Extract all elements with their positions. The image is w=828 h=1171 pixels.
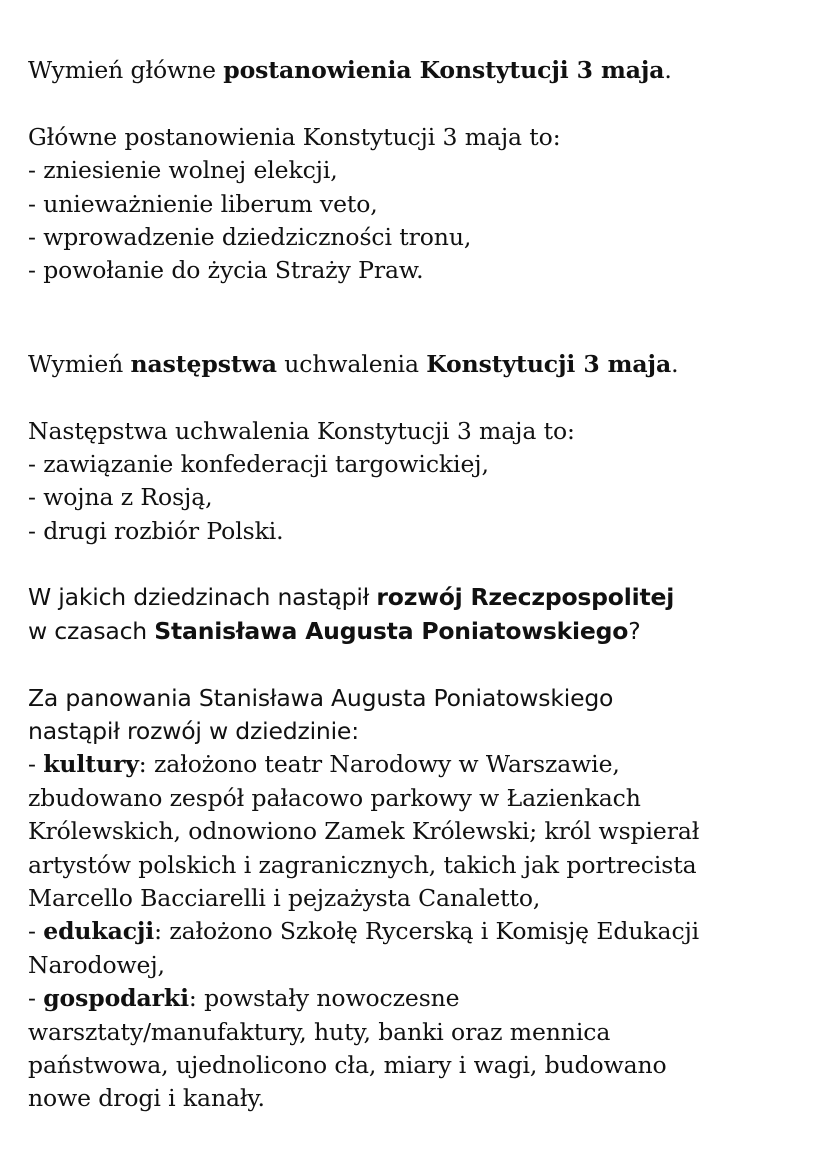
question-2-end: .: [671, 349, 679, 378]
education-text: : założono Szkołę Rycerską i Komisję Edukacji: [154, 917, 700, 946]
answer-2-item: - wojna z Rosją,: [28, 483, 213, 512]
question-1: [28, 54, 808, 87]
answer-1-item: - powołanie do życia Straży Praw.: [28, 256, 424, 285]
question-2-bold-1: następstwa: [130, 349, 277, 378]
question-1-text: Wymień główne: [28, 56, 224, 84]
answer-2-item: - zawiązanie konfederacji targowickiej,: [28, 449, 489, 478]
question-2-bold-2: Konstytucji 3 maja: [426, 349, 672, 378]
culture-item: [28, 748, 808, 781]
answer-3-intro: nastąpił rozwój w dziedzinie:: [28, 717, 359, 746]
education-text-line: Narodowej,: [28, 950, 165, 979]
question-3-bold-2: Stanisława Augusta Poniatowskiego: [154, 616, 629, 645]
question-3-text: W jakich dziedzinach nastąpił: [28, 583, 377, 612]
question-3-line-2: [28, 615, 808, 648]
education-label: edukacji: [43, 917, 155, 946]
question-1-bold: postanowienia Konstytucji 3 maja: [223, 56, 665, 84]
culture-text-line: zbudowano zespół pałacowo parkowy w Łazienkach: [28, 783, 641, 812]
culture-text: : założono teatr Narodowy w Warszawie,: [138, 750, 620, 779]
question-3-bold-1: rozwój Rzeczpospolitej: [376, 583, 675, 612]
economy-text-line: nowe drogi i kanały.: [28, 1084, 265, 1113]
answer-1-item: - unieważnienie liberum veto,: [28, 189, 378, 218]
question-3-line-1: [28, 581, 808, 614]
question-2: [28, 348, 808, 381]
culture-text-line: Marcello Bacciarelli i pejzażysta Canaletto,: [28, 883, 541, 912]
economy-text-line: państwowa, ujednolicono cła, miary i wagi, budowano: [28, 1050, 667, 1079]
economy-dash: -: [28, 984, 44, 1013]
answer-2-item: - drugi rozbiór Polski.: [28, 516, 284, 545]
education-dash: -: [28, 917, 44, 946]
economy-label: gospodarki: [43, 984, 189, 1013]
question-3-end: ?: [628, 616, 641, 645]
question-2-mid: uchwalenia: [276, 349, 427, 378]
answer-1-intro: Główne postanowienia Konstytucji 3 maja to:: [28, 122, 561, 151]
document-page: [28, 54, 808, 1116]
economy-text-line: warsztaty/manufaktury, huty, banki oraz mennica: [28, 1017, 611, 1046]
economy-item: [28, 982, 808, 1015]
answer-2-intro: Następstwa uchwalenia Konstytucji 3 maja to:: [28, 416, 575, 445]
question-2-text: Wymień: [28, 349, 131, 378]
question-1-end: .: [664, 56, 672, 84]
question-3-text: w czasach: [28, 616, 155, 645]
answer-1-item: - zniesienie wolnej elekcji,: [28, 156, 338, 185]
culture-text-line: Królewskich, odnowiono Zamek Królewski; król wspierał: [28, 817, 700, 846]
answer-3-intro: Za panowania Stanisława Augusta Poniatowskiego: [28, 683, 614, 712]
culture-text-line: artystów polskich i zagranicznych, takich jak portrecista: [28, 850, 697, 879]
economy-text: : powstały nowoczesne: [188, 984, 460, 1013]
culture-dash: -: [28, 750, 44, 779]
culture-label: kultury: [43, 750, 139, 779]
answer-1-item: - wprowadzenie dziedziczności tronu,: [28, 222, 472, 251]
education-item: [28, 915, 808, 948]
